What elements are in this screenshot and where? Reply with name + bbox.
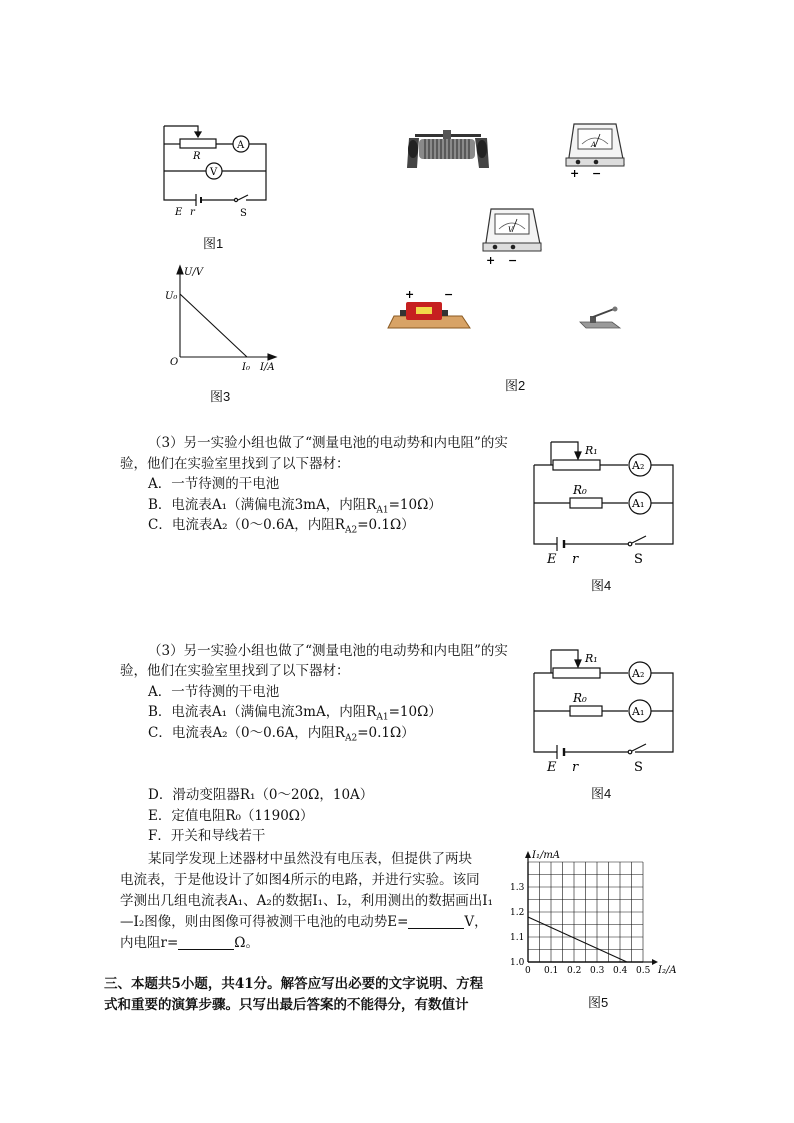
chart5-y-tick-label: 1.1 [510,933,525,943]
fig4a-label-r: r [572,552,579,567]
chart5-y-tick-label: 1.0 [510,958,525,968]
chart5-x-tick-label: 0.5 [636,966,651,976]
fig1-label-r: r [190,207,195,218]
q3-intro-line1-repeat: （3）另一实验小组也做了“测量电池的电动势和内电阻”的实 [148,643,508,659]
fig4b-label-R1: R₁ [585,652,598,665]
fig3-xlabel: I/A [260,362,275,373]
section-3-line2: 式和重要的演算步骤。只写出最后答案的不能得分，有数值计 [104,997,469,1013]
battery-image [386,286,472,334]
resistance-answer-blank[interactable] [178,935,234,950]
q3-intro-line2-repeat: 验，他们在实验室里找到了以下器材： [120,663,350,679]
fig1-caption: 图1 [203,236,224,251]
item-e: E．定值电阻R₀（1190Ω） [148,808,314,824]
figure-4-circuit-a [525,432,680,567]
fig3-ylabel: U/V [184,267,204,278]
fig4b-label-r: r [572,760,579,775]
paragraph-line5: 内电阻r= Ω。 [120,935,259,951]
chart5-y-arrow [525,851,531,858]
fig4a-label-A2: A₂ [632,459,645,472]
item-c: C．电流表A₂（0～0.6A，内阻$R_{A2}=0.1\Omega$） [148,517,415,536]
paragraph-line1: 某同学发现上述器材中虽然没有电压表，但提供了两块 [148,851,472,867]
sliding-rheostat-image [403,128,493,173]
chart5-series-line [528,917,627,962]
chart5-x-tick-label: 0.1 [544,966,559,976]
chart5-xlabel: I₂/A [658,965,677,976]
q3-intro-line2: 验，他们在实验室里找到了以下器材： [120,456,350,472]
fig4a-label-R1: R₁ [585,444,598,457]
battery-minus: − [444,288,454,301]
fig3-y-intercept: U₀ [165,291,178,302]
switch-image [576,304,626,334]
fig4b-label-S: S [634,760,643,775]
figure-5-i1-i2-chart [498,840,688,980]
emf-answer-blank[interactable] [408,914,464,929]
fig4a-caption: 图4 [591,578,612,593]
chart5-x-tick-label: 0.2 [567,966,582,976]
fig4a-label-S: S [634,552,643,567]
fig4a-label-R0: R₀ [573,483,587,497]
fig1-label-A: A [237,140,245,151]
section-3-line1: 三、本题共5小题，共41分。解答应写出必要的文字说明、方程 [104,976,484,992]
item-a-repeat: A．一节待测的干电池 [148,684,280,700]
item-d: D．滑动变阻器R₁（0～20Ω，10A） [148,787,374,803]
item-a: A．一节待测的干电池 [148,476,280,492]
voltmeter-letter: V [508,226,514,234]
q3-intro-line1: （3）另一实验小组也做了“测量电池的电动势和内电阻”的实 [148,435,508,451]
ammeter-image [560,120,630,180]
voltmeter-image [477,205,547,267]
fig3-caption: 图3 [210,389,231,404]
fig3-origin: O [170,357,179,368]
fig4b-label-E: E [547,760,557,775]
figure-1-circuit [150,118,280,223]
ammeter-letter: A [591,141,597,149]
fig5-caption: 图5 [588,995,609,1010]
item-c-repeat: C．电流表A₂（0～0.6A，内阻$R_{A2}=0.1\Omega$） [148,725,415,744]
battery-plus: + [405,288,415,301]
voltmeter-plus: + [486,254,496,267]
fig4b-caption: 图4 [591,786,612,801]
item-f: F．开关和导线若干 [148,828,266,844]
chart5-x-tick-label: 0 [525,966,531,976]
fig4a-label-E: E [547,552,557,567]
fig1-label-R: R [193,151,201,162]
fig4b-label-A2: A₂ [632,667,645,680]
chart5-x-tick-label: 0.3 [590,966,605,976]
figure-3-uv-graph [160,262,290,377]
fig1-label-E: E [175,207,183,218]
item-b: B．电流表A₁（满偏电流3mA，内阻$R_{A1}=10\Omega$） [148,497,442,516]
chart5-y-tick-label: 1.3 [510,883,525,893]
fig4b-label-A1: A₁ [632,705,645,718]
fig2-caption: 图2 [505,378,526,393]
paragraph-line3: 学测出几组电流表A₁、A₂的数据I₁、I₂，利用测出的数据画出I₁ [120,893,494,909]
figure-4-circuit-b [525,640,680,775]
fig3-x-intercept: I₀ [242,362,250,373]
fig4a-label-A1: A₁ [632,497,645,510]
item-b-repeat: B．电流表A₁（满偏电流3mA，内阻$R_{A1}=10\Omega$） [148,704,442,723]
ammeter-plus: + [570,167,580,180]
fig1-label-V: V [210,167,218,178]
fig1-label-S: S [240,208,247,219]
paragraph-line2: 电流表，于是他设计了如图4所示的电路，并进行实验。该同 [120,872,480,888]
chart5-y-tick-label: 1.2 [510,908,525,918]
chart5-ylabel: I₁/mA [532,850,561,861]
voltmeter-minus: − [508,254,518,267]
ammeter-minus: − [592,167,602,180]
fig4b-label-R0: R₀ [573,691,587,705]
chart5-x-tick-label: 0.4 [613,966,628,976]
paragraph-line4: —I₂图像，则由图像可得被测干电池的电动势E= V， [120,914,488,930]
